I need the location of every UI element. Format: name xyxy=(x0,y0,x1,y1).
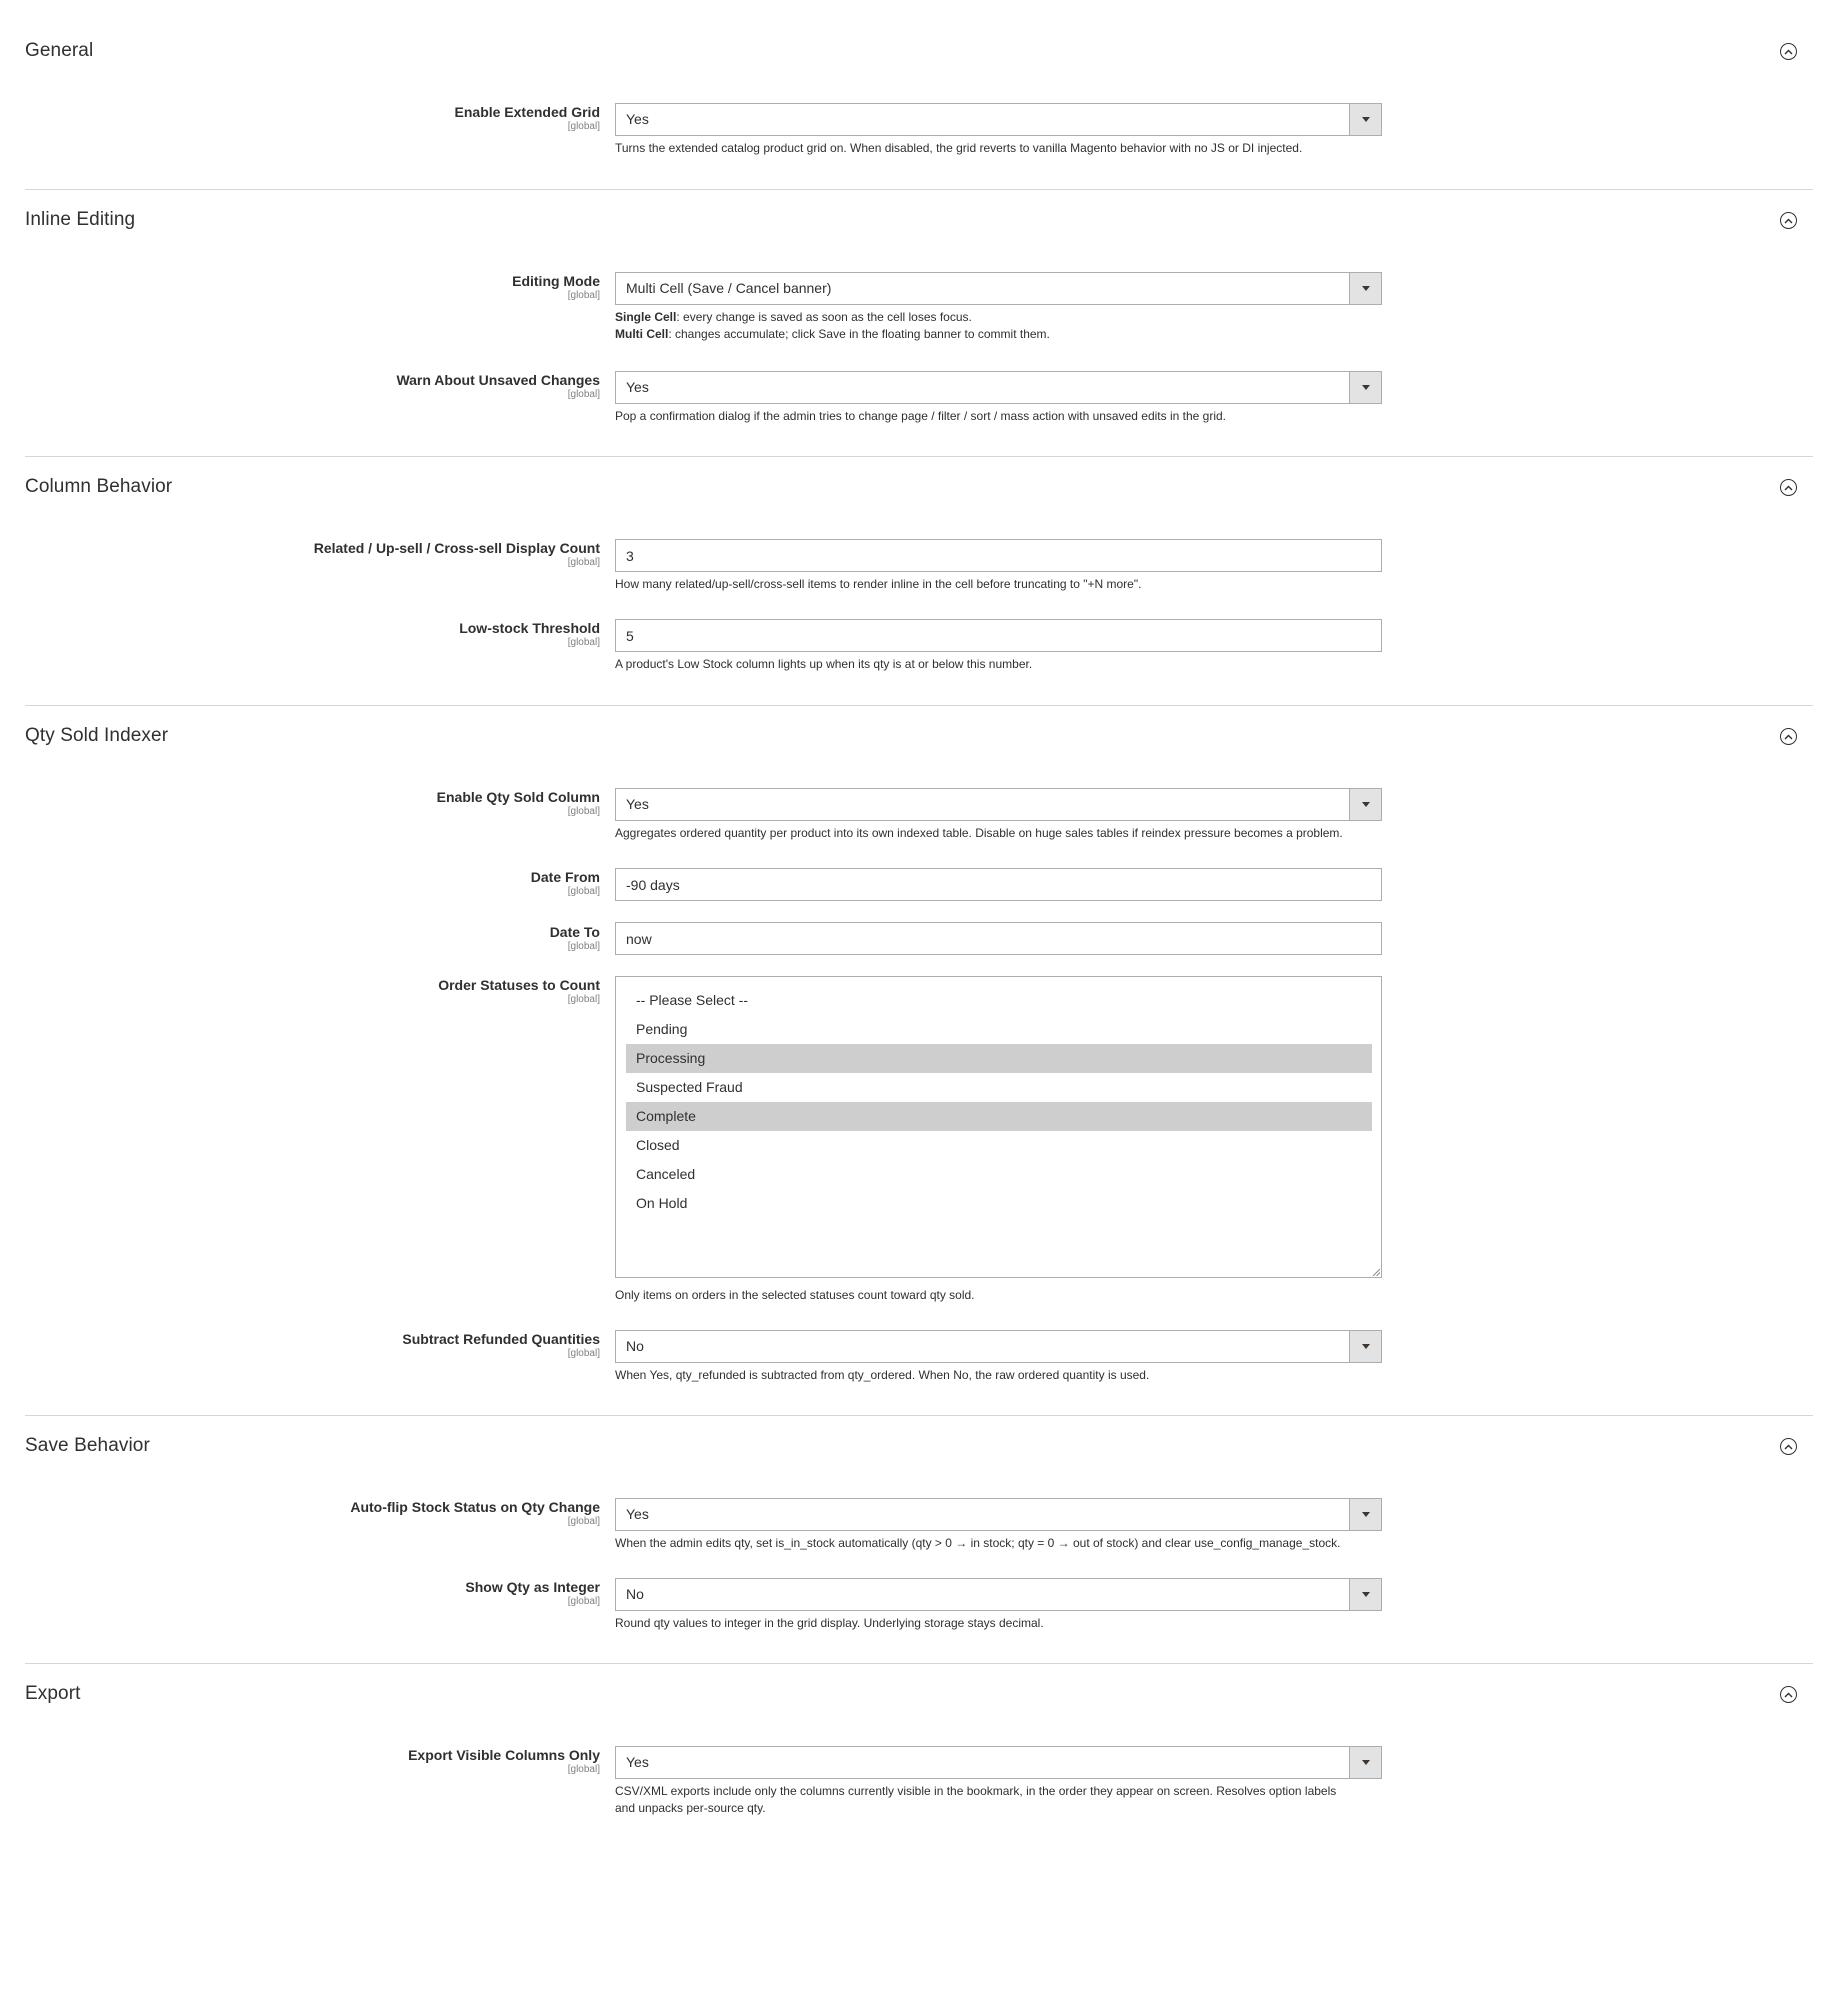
date-to-input[interactable] xyxy=(615,922,1382,955)
note-text: : changes accumulate; click Save in the floating banner to commit them. xyxy=(668,327,1050,341)
section-title-inline-editing[interactable]: Inline Editing xyxy=(25,209,136,230)
multiselect-option[interactable]: Canceled xyxy=(636,1166,696,1182)
low-stock-threshold-note: A product's Low Stock column lights up when its qty is at or below this number. xyxy=(615,657,1033,671)
export-visible-columns-label: Export Visible Columns Only xyxy=(408,1747,600,1763)
order-statuses-label: Order Statuses to Count xyxy=(438,977,600,993)
scope-badge: [global] xyxy=(567,389,600,400)
multiselect-option[interactable]: -- Please Select -- xyxy=(636,992,749,1008)
enable-qty-sold-label: Enable Qty Sold Column xyxy=(436,789,600,805)
caret-down-icon xyxy=(1349,104,1381,135)
select-value: Yes xyxy=(626,1754,649,1770)
enable-qty-sold-note: Aggregates ordered quantity per product into its own indexed table. Disable on huge sales tables if reindex pressure becomes a problem. xyxy=(615,826,1343,840)
warn-unsaved-note: Pop a confirmation dialog if the admin tries to change page / filter / sort / mass action with unsaved edits in the grid. xyxy=(615,409,1226,423)
qty-integer-label: Show Qty as Integer xyxy=(465,1579,600,1595)
scope-badge: [global] xyxy=(567,886,600,897)
section-title-export[interactable]: Export xyxy=(25,1683,81,1704)
scope-badge: [global] xyxy=(567,1764,600,1775)
order-statuses-multiselect[interactable] xyxy=(615,976,1382,1278)
note-text: : every change is saved as soon as the cell loses focus. xyxy=(676,310,972,324)
scope-badge: [global] xyxy=(567,806,600,817)
related-count-input[interactable] xyxy=(615,539,1382,572)
enable-extended-grid-note: Turns the extended catalog product grid on. When disabled, the grid reverts to vanilla Magento behavior with no JS or DI injected. xyxy=(615,141,1303,155)
select-value: No xyxy=(626,1338,644,1354)
caret-down-icon xyxy=(1349,273,1381,304)
chevron-up-circle-icon[interactable] xyxy=(1780,212,1797,229)
related-count-label: Related / Up-sell / Cross-sell Display Count xyxy=(313,540,600,556)
auto-flip-stock-label: Auto-flip Stock Status on Qty Change xyxy=(350,1499,600,1515)
select-value: No xyxy=(626,1586,644,1602)
caret-down-icon xyxy=(1349,1499,1381,1530)
scope-badge: [global] xyxy=(567,941,600,952)
enable-extended-grid-select[interactable] xyxy=(615,103,1382,136)
multiselect-option[interactable]: On Hold xyxy=(636,1195,688,1211)
section-title-general[interactable]: General xyxy=(25,40,94,61)
order-statuses-note: Only items on orders in the selected statuses count toward qty sold. xyxy=(615,1288,975,1302)
section-title-save-behavior[interactable]: Save Behavior xyxy=(25,1435,150,1456)
select-value: Yes xyxy=(626,1506,649,1522)
qty-integer-select[interactable] xyxy=(615,1578,1382,1611)
editing-mode-select[interactable] xyxy=(615,272,1382,305)
date-from-label: Date From xyxy=(530,869,600,885)
select-value: Multi Cell (Save / Cancel banner) xyxy=(626,280,832,296)
multiselect-option[interactable]: Closed xyxy=(636,1137,680,1153)
multiselect-option[interactable]: Suspected Fraud xyxy=(636,1079,743,1095)
scope-badge: [global] xyxy=(567,290,600,301)
section-title-qty-sold-indexer[interactable]: Qty Sold Indexer xyxy=(25,725,169,746)
warn-unsaved-select[interactable] xyxy=(615,371,1382,404)
export-visible-columns-note xyxy=(615,1783,1382,1817)
scope-badge: [global] xyxy=(567,121,600,132)
note-line: and unpacks per-source qty. xyxy=(615,1801,766,1815)
select-value: Yes xyxy=(626,379,649,395)
scope-badge: [global] xyxy=(567,1596,600,1607)
low-stock-threshold-input[interactable] xyxy=(615,619,1382,652)
editing-mode-note xyxy=(615,309,1382,343)
caret-down-icon xyxy=(1349,1747,1381,1778)
chevron-up-circle-icon[interactable] xyxy=(1780,43,1797,60)
editing-mode-label: Editing Mode xyxy=(512,273,600,289)
scope-badge: [global] xyxy=(567,1348,600,1359)
multiselect-option[interactable]: Complete xyxy=(626,1102,1372,1131)
scope-badge: [global] xyxy=(567,994,600,1005)
caret-down-icon xyxy=(1349,372,1381,403)
chevron-up-circle-icon[interactable] xyxy=(1780,1438,1797,1455)
resize-grip-icon[interactable] xyxy=(1372,1268,1380,1276)
scope-badge: [global] xyxy=(567,637,600,648)
auto-flip-stock-select[interactable] xyxy=(615,1498,1382,1531)
note-line: CSV/XML exports include only the columns currently visible in the bookmark, in the order they appear on screen. Resolves option labels xyxy=(615,1784,1337,1798)
enable-qty-sold-select[interactable] xyxy=(615,788,1382,821)
section-divider xyxy=(25,705,1813,706)
date-to-label: Date To xyxy=(549,924,600,940)
section-divider xyxy=(25,1415,1813,1416)
chevron-up-circle-icon[interactable] xyxy=(1780,728,1797,745)
note-line-single-cell xyxy=(615,309,1382,326)
multiselect-option[interactable]: Pending xyxy=(636,1021,688,1037)
section-divider xyxy=(25,1663,1813,1664)
enable-extended-grid-label: Enable Extended Grid xyxy=(454,104,600,120)
date-from-input[interactable] xyxy=(615,868,1382,901)
subtract-refunded-label: Subtract Refunded Quantities xyxy=(402,1331,600,1347)
section-title-column-behavior[interactable]: Column Behavior xyxy=(25,476,173,497)
subtract-refunded-note: When Yes, qty_refunded is subtracted from qty_ordered. When No, the raw ordered quantity is used. xyxy=(615,1368,1150,1382)
note-line-multi-cell xyxy=(615,326,1382,343)
export-visible-columns-select[interactable] xyxy=(615,1746,1382,1779)
section-divider xyxy=(25,456,1813,457)
auto-flip-stock-note: When the admin edits qty, set is_in_stock automatically (qty > 0 → in stock; qty = 0 → out of stock) and clear use_config_manage_stock. xyxy=(615,1536,1341,1550)
select-value: Yes xyxy=(626,796,649,812)
scope-badge: [global] xyxy=(567,557,600,568)
chevron-up-circle-icon[interactable] xyxy=(1780,1686,1797,1703)
low-stock-threshold-label: Low-stock Threshold xyxy=(459,620,600,636)
related-count-note: How many related/up-sell/cross-sell items to render inline in the cell before truncating to "+N more". xyxy=(615,577,1142,591)
note-term: Single Cell xyxy=(615,310,677,324)
section-divider xyxy=(25,189,1813,190)
qty-integer-note: Round qty values to integer in the grid display. Underlying storage stays decimal. xyxy=(615,1616,1044,1630)
caret-down-icon xyxy=(1349,789,1381,820)
warn-unsaved-label: Warn About Unsaved Changes xyxy=(396,372,600,388)
caret-down-icon xyxy=(1349,1331,1381,1362)
scope-badge: [global] xyxy=(567,1516,600,1527)
subtract-refunded-select[interactable] xyxy=(615,1330,1382,1363)
select-value: Yes xyxy=(626,111,649,127)
chevron-up-circle-icon[interactable] xyxy=(1780,479,1797,496)
note-term: Multi Cell xyxy=(615,327,669,341)
multiselect-option[interactable]: Processing xyxy=(626,1044,1372,1073)
caret-down-icon xyxy=(1349,1579,1381,1610)
